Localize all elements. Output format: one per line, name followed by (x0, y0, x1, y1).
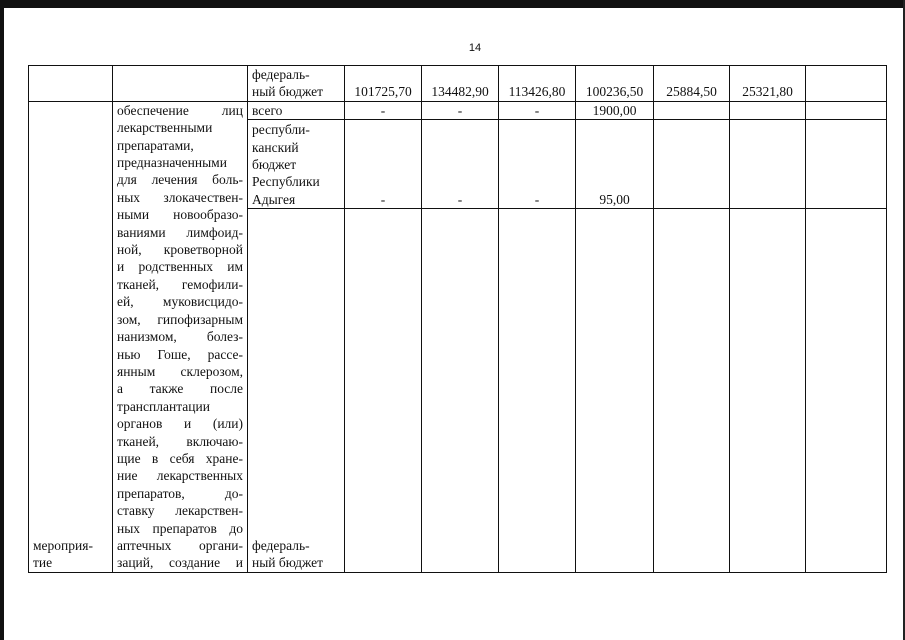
value-cell (730, 209, 806, 573)
value-cell: 25884,50 (654, 66, 730, 102)
value-cell (654, 101, 730, 120)
value-cell: 113426,80 (499, 66, 576, 102)
value-cell (806, 66, 887, 102)
cell-empty (113, 66, 248, 102)
value-cell: 25321,80 (730, 66, 806, 102)
value-cell (730, 101, 806, 120)
activity-description-cell: обеспечение лиц лекарственными препаратами, предназначенными для лечения боль- ных злокачествен- ными новообразо- ваниями лимфоид- ной, кроветворной и родственных им тканей, гемофили- ей, муковисцидо- зом, гипофизарным нанизмом, болез- нью Гоше, рассе- янным склерозом, а также после трансплантации органов и (или) тканей, включаю- щие в себя хране- ние лекарственных препаратов, до- ставку лекарствен- ных препаратов до аптечных органи- заций, создание и (113, 101, 248, 572)
page-number: 14 (468, 42, 482, 54)
budget-table (28, 65, 887, 573)
value-cell (806, 101, 887, 120)
value-cell: 100236,50 (576, 66, 654, 102)
value-cell: - (499, 101, 576, 120)
scan-top-edge (0, 0, 905, 8)
source-cell-total: всего (248, 101, 345, 120)
value-cell (422, 209, 499, 573)
value-cell: - (422, 101, 499, 120)
activity-label-cell: мероприя- тие (29, 101, 113, 572)
table-row-total (29, 101, 887, 120)
source-cell-federal: федераль- ный бюджет (248, 209, 345, 573)
value-cell (730, 120, 806, 209)
value-cell: - (499, 120, 576, 209)
value-cell (654, 120, 730, 209)
table-row-federal-continuation (29, 66, 887, 102)
cell-empty (29, 66, 113, 102)
value-cell (345, 209, 422, 573)
value-cell (654, 209, 730, 573)
value-cell: - (345, 120, 422, 209)
value-cell (499, 209, 576, 573)
scan-left-edge (0, 0, 4, 640)
value-cell: - (345, 101, 422, 120)
value-cell (576, 209, 654, 573)
value-cell (806, 120, 887, 209)
value-cell: 95,00 (576, 120, 654, 209)
value-cell: 1900,00 (576, 101, 654, 120)
value-cell (806, 209, 887, 573)
value-cell: 101725,70 (345, 66, 422, 102)
source-cell-republic: республи- канский бюджет Республики Адыгея (248, 120, 345, 209)
value-cell: 134482,90 (422, 66, 499, 102)
value-cell: - (422, 120, 499, 209)
source-cell-federal: федераль- ный бюджет (248, 66, 345, 102)
